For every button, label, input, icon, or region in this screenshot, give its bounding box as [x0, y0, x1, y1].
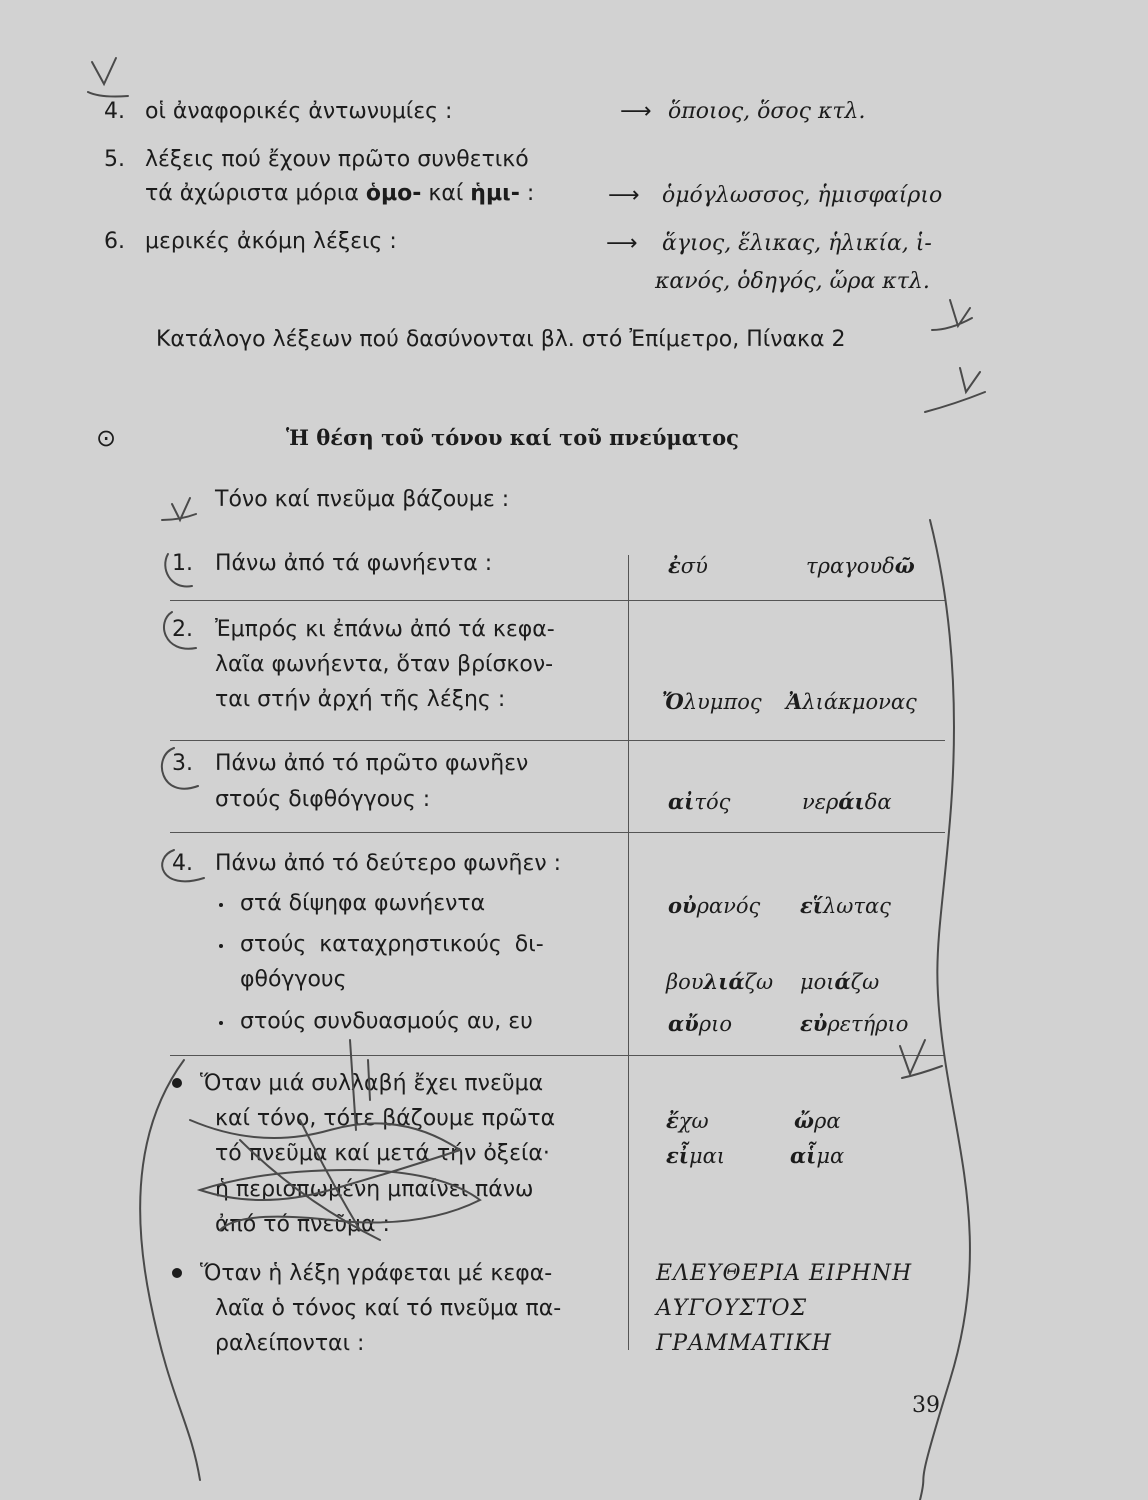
- note-1-example-2: ὤρα: [794, 1108, 841, 1133]
- item-4-text: οἱ ἀναφορικές ἀντωνυμίες :: [145, 99, 453, 124]
- rule-4-sub1-example-2: εἵλωτας: [800, 893, 891, 918]
- note-1-line5: ἀπό τό πνεῦμα :: [215, 1212, 390, 1237]
- section-symbol-icon: ⊙: [96, 424, 117, 452]
- item-5-line2: τά ἀχώριστα μόρια ὁμο- καί ἡμι- :: [145, 181, 535, 206]
- rule-4-sub2-line1: στούς καταχρηστικούς δι-: [240, 932, 544, 957]
- check-mark-icon: [88, 92, 128, 97]
- rule-4-sub2-example-2: μοιάζω: [800, 969, 880, 994]
- item-5-examples: ὁμόγλωσσος, ἡμισφαίριο: [662, 183, 943, 208]
- rule-4-sub2-example-1: βουλιάζω: [666, 969, 774, 994]
- bullet-dot: [219, 1021, 223, 1025]
- rule-3-line1: Πάνω ἀπό τό πρῶτο φωνῆεν: [215, 751, 529, 776]
- note-1-line1: Ὅταν μιά συλλαβή ἔχει πνεῦμα: [200, 1071, 544, 1096]
- note-bullet: [172, 1078, 182, 1088]
- check-mark-icon: [925, 368, 985, 412]
- table-row-divider: [170, 1055, 945, 1056]
- rule-3-example-1: αἰτός: [668, 789, 731, 814]
- rule-2-number: 2.: [172, 617, 193, 642]
- table-row-divider: [170, 740, 945, 741]
- note-1-example-4: αἷμα: [790, 1143, 845, 1168]
- rule-4-text: Πάνω ἀπό τό δεύτερο φωνῆεν :: [215, 851, 562, 876]
- check-mark-icon: [900, 1040, 942, 1078]
- note-bullet: [172, 1268, 182, 1278]
- rule-1-example-1: ἐσύ: [668, 553, 708, 578]
- item-5-number: 5.: [104, 147, 125, 172]
- rule-2-line3: ται στήν ἀρχή τῆς λέξης :: [215, 687, 506, 712]
- bullet-dot: [219, 903, 223, 907]
- check-mark-icon: [92, 58, 116, 84]
- boundary-line: [920, 520, 970, 1500]
- rule-3-example-2: νεράιδα: [802, 789, 892, 814]
- rule-4-number: 4.: [172, 851, 193, 876]
- item-6-number: 6.: [104, 229, 125, 254]
- rule-3-number: 3.: [172, 751, 193, 776]
- rule-2-line1: Ἐμπρός κι ἐπάνω ἀπό τά κεφα-: [215, 617, 555, 642]
- rule-2-example-1: Ὄλυμπος: [662, 689, 762, 714]
- note-1-line2: καί τόνο, τότε βάζουμε πρῶτα: [215, 1106, 556, 1131]
- note-1-line4: ἡ περισπωμένη μπαίνει πάνω: [215, 1177, 534, 1202]
- note-2-line2: λαῖα ὁ τόνος καί τό πνεῦμα πα-: [215, 1296, 562, 1321]
- intro-text: Τόνο καί πνεῦμα βάζουμε :: [215, 487, 510, 512]
- note-2-line1: Ὅταν ἡ λέξη γράφεται μέ κεφα-: [200, 1261, 553, 1286]
- note-2-example-2: ΑΥΓΟΥΣΤΟΣ: [656, 1296, 808, 1321]
- table-row-divider: [170, 832, 945, 833]
- item-6-examples-1: ἅγιος, ἕλικας, ἡλικία, ἱ-: [662, 231, 932, 256]
- arrow-icon: ⟶: [620, 99, 652, 124]
- note-2-example-3: ΓΡΑΜΜΑΤΙΚΗ: [656, 1331, 832, 1356]
- rule-4-sub1-example-1: οὐρανός: [668, 893, 761, 918]
- item-5-line1: λέξεις πού ἔχουν πρῶτο συνθετικό: [145, 147, 529, 172]
- catalog-note: Κατάλογο λέξεων πού δασύνονται βλ. στό Ἐπίμετρο, Πίνακα 2: [156, 327, 846, 352]
- rule-4-sub1-text: στά δίψηφα φωνήεντα: [240, 891, 486, 916]
- note-1-line3: τό πνεῦμα καί μετά τήν ὀξεία·: [215, 1141, 550, 1166]
- bullet-dot: [219, 944, 223, 948]
- rule-1-example-2: τραγουδῶ: [806, 553, 915, 578]
- rule-2-example-2: Ἀλιάκμονας: [786, 689, 917, 714]
- table-column-divider: [628, 555, 629, 1350]
- arrow-icon: ⟶: [608, 183, 640, 208]
- item-4-number: 4.: [104, 99, 125, 124]
- rule-4-sub3-text: στούς συνδυασμούς αυ, ευ: [240, 1009, 533, 1034]
- boundary-line: [140, 1060, 200, 1480]
- item-4-examples: ὅποιος, ὅσος κτλ.: [668, 99, 866, 124]
- note-1-example-1: ἔχω: [666, 1108, 709, 1133]
- rule-4-sub3-example-2: εὐρετήριο: [800, 1011, 909, 1036]
- note-1-example-3: εἶμαι: [666, 1143, 726, 1168]
- item-6-examples-2: κανός, ὁδηγός, ὥρα κτλ.: [655, 269, 930, 294]
- check-mark-icon: [932, 300, 972, 330]
- arrow-icon: ⟶: [606, 231, 638, 256]
- rule-3-line2: στούς διφθόγγους :: [215, 787, 431, 812]
- section-title: Ἡ θέση τοῦ τόνου καί τοῦ πνεύματος: [286, 425, 739, 450]
- item-6-text: μερικές ἀκόμη λέξεις :: [145, 229, 397, 254]
- note-2-line3: ραλείπονται :: [215, 1331, 365, 1356]
- table-row-divider: [170, 600, 945, 601]
- check-mark-icon: [162, 498, 196, 520]
- rule-2-line2: λαῖα φωνήεντα, ὅταν βρίσκον-: [215, 652, 554, 677]
- rule-4-sub3-example-1: αὔριο: [668, 1011, 732, 1036]
- note-2-example-1: ΕΛΕΥΘΕΡΙΑ ΕΙΡΗΝΗ: [656, 1261, 913, 1286]
- rule-1-number: 1.: [172, 551, 193, 576]
- page-number: 39: [912, 1393, 940, 1418]
- rule-1-text: Πάνω ἀπό τά φωνήεντα :: [215, 551, 493, 576]
- rule-4-sub2-line2: φθόγγους: [240, 967, 347, 992]
